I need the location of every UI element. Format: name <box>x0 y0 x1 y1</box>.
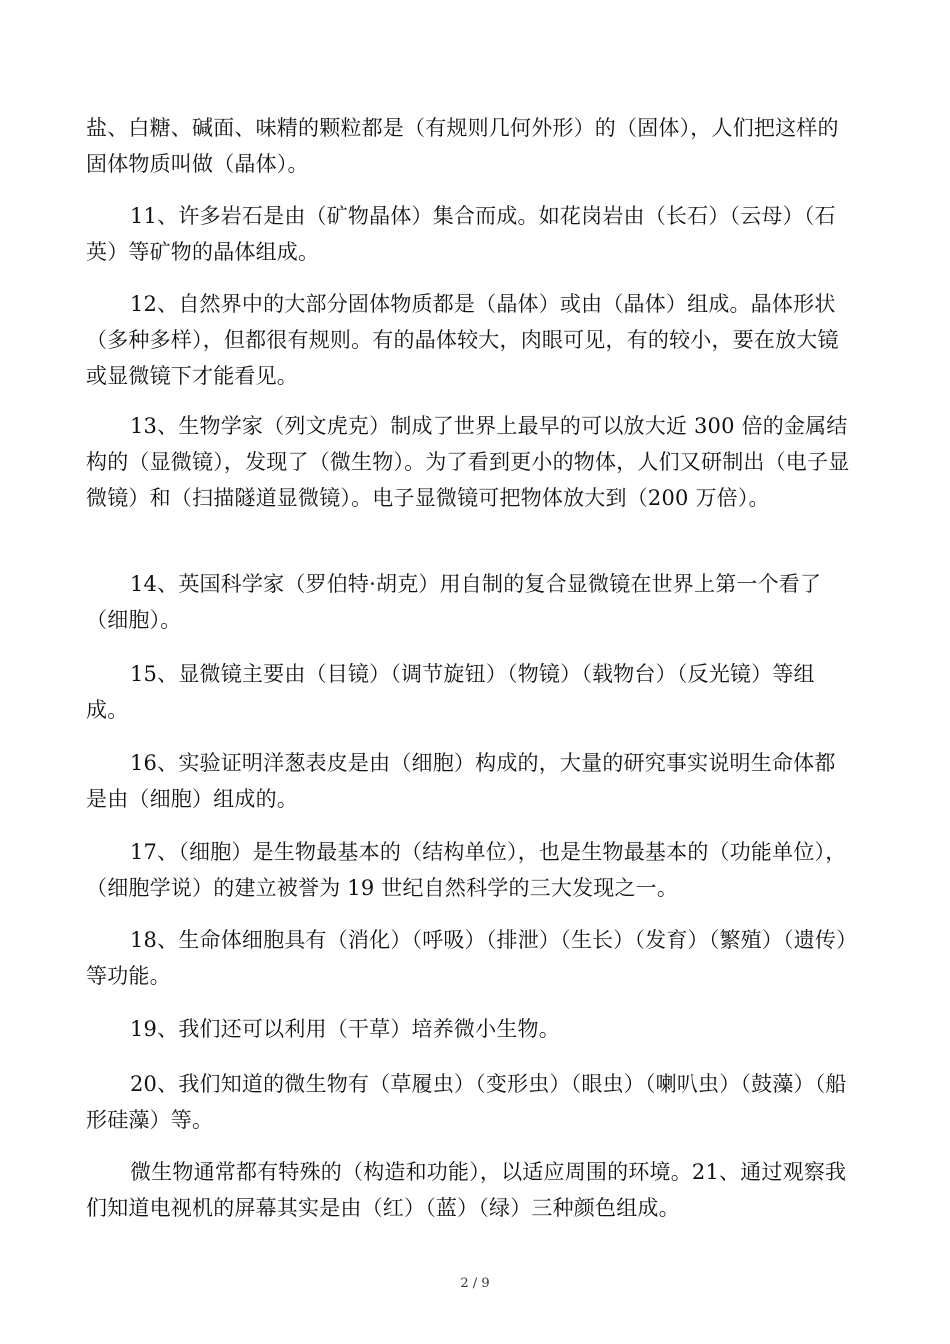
paragraph-item-12: 12、自然界中的大部分固体物质都是（晶体）或由（晶体）组成。晶体形状（多种多样），但都很有规则。有的晶体较大，肉眼可见，有的较小，要在放大镜或显微镜下才能看见。 <box>86 292 839 388</box>
paragraph-item-14: 14、英国科学家（罗伯特·胡克）用自制的复合显微镜在世界上第一个看了（细胞）。 <box>86 572 822 632</box>
paragraph-item-15: 15、显微镜主要由（目镜）（调节旋钮）（物镜）（载物台）（反光镜）等组成。 <box>86 662 815 722</box>
paragraph-item-18: 18、生命体细胞具有（消化）（呼吸）（排泄）（生长）（发育）（繁殖）（遗传）等功能。 <box>86 928 847 988</box>
paragraph-item-17: 17、（细胞）是生物最基本的（结构单位），也是生物最基本的（功能单位），（细胞学说）的建立被誉为 19 世纪自然科学的三大发现之一。 <box>86 840 847 900</box>
paragraph-crystals-intro: 盐、白糖、碱面、味精的颗粒都是（有规则几何外形）的（固体），人们把这样的固体物质叫做（晶体）。 <box>86 116 839 176</box>
paragraph-item-13: 13、生物学家（列文虎克）制成了世界上最早的可以放大近 300 倍的金属结构的（显微镜），发现了（微生物）。为了看到更小的物体，人们又研制出（电子显微镜）和（扫描隧道显微镜）。电子显微镜可把物体放大到（200 万倍）。 <box>86 414 850 510</box>
paragraph-item-11: 11、许多岩石是由（矿物晶体）集合而成。如花岗岩由（长石）（云母）（石英）等矿物的晶体组成。 <box>86 204 836 264</box>
paragraph-item-16: 16、实验证明洋葱表皮是由（细胞）构成的，大量的研究事实说明生命体都是由（细胞）组成的。 <box>86 751 836 811</box>
paragraph-item-19: 19、我们还可以利用（干草）培养微小生物。 <box>130 1017 560 1041</box>
paragraph-item-20: 20、我们知道的微生物有（草履虫）（变形虫）（眼虫）（喇叭虫）（鼓藻）（船形硅藻）等。 <box>86 1072 847 1132</box>
page-number: 2 / 9 <box>460 1276 490 1291</box>
paragraph-item-21: 微生物通常都有特殊的（构造和功能），以适应周围的环境。21、通过观察我们知道电视机的屏幕其实是由（红）（蓝）（绿）三种颜色组成。 <box>86 1160 847 1220</box>
